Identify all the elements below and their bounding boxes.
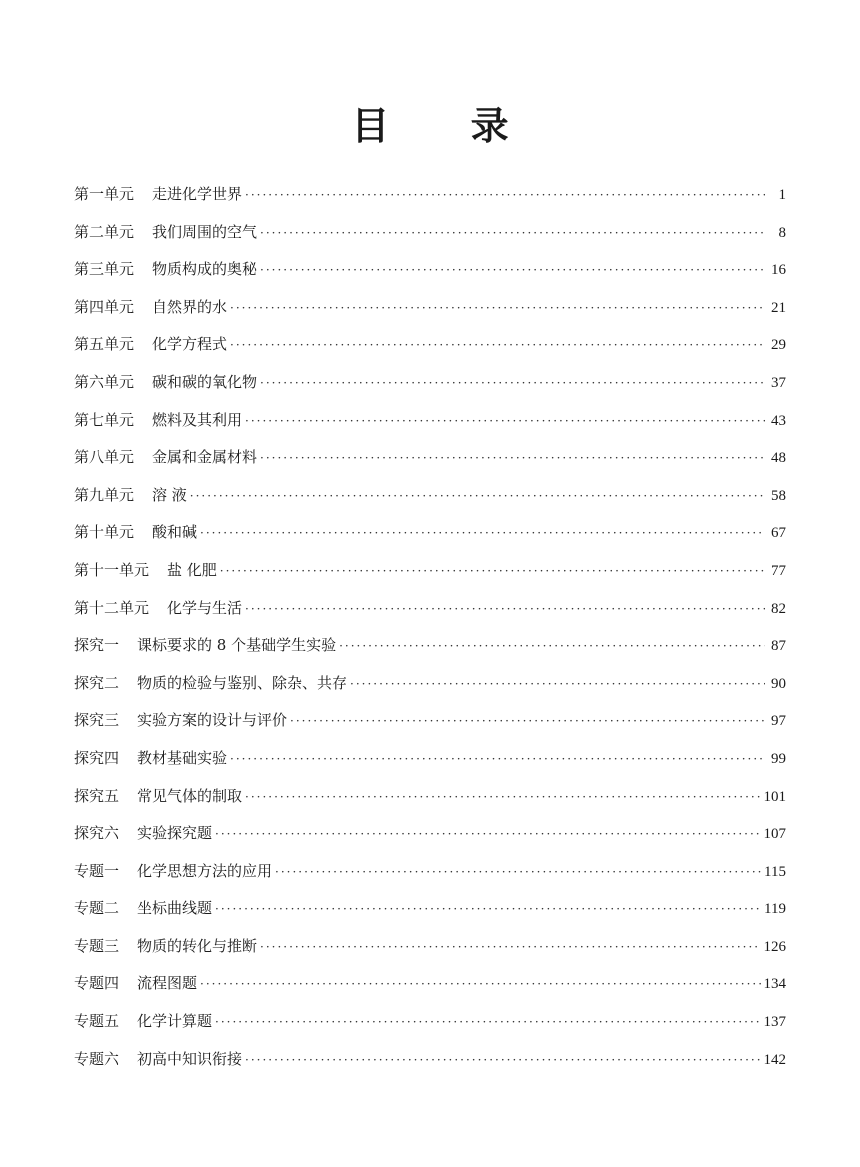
toc-entry[interactable] [74, 326, 786, 364]
toc-page-number: 67 [771, 525, 786, 542]
toc-chapter-label: 探究三 [74, 711, 120, 730]
toc-chapter-label: 第一单元 [74, 185, 135, 203]
toc-entry[interactable] [74, 514, 786, 552]
toc-entry-title: 课标要求的 8 个基础学生实验 [137, 636, 337, 655]
toc-chapter-label: 第十一单元 [74, 560, 150, 579]
toc-dot-leader [260, 215, 765, 253]
toc-entry[interactable] [74, 965, 786, 1003]
toc-page-number: 37 [771, 374, 786, 391]
toc-chapter-label: 第八单元 [74, 448, 135, 467]
toc-entry[interactable] [74, 251, 786, 289]
toc-dot-leader [260, 365, 765, 403]
toc-chapter-label: 专题四 [74, 974, 120, 993]
toc-dot-leader [290, 703, 765, 741]
toc-page-number: 16 [771, 262, 786, 279]
toc-entry-title: 物质的检验与鉴别、除杂、共存 [137, 673, 348, 692]
toc-entry[interactable] [74, 364, 786, 402]
toc-chapter-label: 第七单元 [74, 410, 135, 429]
toc-entry-title: 金属和金属材料 [152, 448, 258, 467]
toc-entry[interactable] [74, 890, 786, 928]
toc-entry-title: 物质构成的奥秘 [152, 260, 258, 279]
toc-page-number: 29 [771, 337, 786, 354]
toc-page-number: 137 [763, 1014, 786, 1031]
toc-page-number: 119 [764, 901, 786, 918]
toc-chapter-label: 专题五 [74, 1012, 120, 1031]
toc-entry-title: 初高中知识衔接 [137, 1049, 243, 1068]
toc-entry[interactable] [74, 665, 786, 703]
toc-dot-leader [230, 290, 765, 328]
toc-dot-leader [230, 327, 765, 365]
toc-entry[interactable] [74, 1041, 786, 1079]
toc-dot-leader [339, 628, 765, 666]
toc-entry-title: 化学思想方法的应用 [137, 861, 273, 880]
toc-chapter-label: 第六单元 [74, 372, 135, 391]
toc-entry-title: 物质的转化与推断 [137, 936, 258, 955]
toc-dot-leader [245, 1042, 760, 1080]
toc-chapter-label: 专题一 [74, 861, 120, 880]
toc-entry-title: 溶 液 [152, 485, 187, 504]
toc-page-number: 43 [771, 412, 786, 429]
toc-dot-leader [260, 252, 765, 290]
toc-page-number: 1 [778, 187, 786, 203]
toc-chapter-label: 第四单元 [74, 297, 135, 316]
toc-chapter-label: 专题三 [74, 936, 120, 955]
toc-page-number: 87 [771, 638, 786, 655]
toc-entry-title: 酸和碱 [152, 523, 198, 542]
toc-dot-leader [245, 591, 765, 629]
toc-entry[interactable] [74, 214, 786, 252]
toc-chapter-label: 探究二 [74, 673, 120, 692]
toc-page-number: 126 [763, 938, 786, 955]
toc-entry[interactable] [74, 702, 786, 740]
toc-dot-leader [230, 741, 765, 779]
toc-entry[interactable] [74, 815, 786, 853]
toc-page-number: 48 [771, 450, 786, 467]
toc-dot-leader [275, 854, 761, 892]
toc-dot-leader [350, 666, 765, 704]
toc-entry[interactable] [74, 627, 786, 665]
toc-page-number: 142 [763, 1051, 786, 1068]
toc-entry-title: 流程图题 [137, 974, 198, 993]
toc-entry-title: 化学与生活 [167, 598, 243, 617]
toc-entry-title: 教材基础实验 [137, 748, 228, 767]
table-of-contents [74, 176, 786, 1078]
toc-page-number: 82 [771, 600, 786, 617]
toc-chapter-label: 第三单元 [74, 260, 135, 279]
toc-dot-leader [220, 553, 765, 591]
toc-entry[interactable] [74, 176, 786, 214]
toc-entry-title: 走进化学世界 [152, 185, 243, 203]
toc-entry-title: 化学方程式 [152, 335, 228, 354]
toc-page-number: 107 [763, 826, 786, 843]
toc-entry-title: 实验方案的设计与评价 [137, 711, 288, 730]
toc-entry[interactable] [74, 590, 786, 628]
toc-entry[interactable] [74, 289, 786, 327]
toc-dot-leader [215, 816, 760, 854]
toc-dot-leader [200, 515, 765, 553]
toc-dot-leader [190, 478, 765, 516]
page-title: 目 录 [351, 103, 543, 148]
toc-chapter-label: 专题六 [74, 1049, 120, 1068]
toc-chapter-label: 探究五 [74, 786, 120, 805]
toc-chapter-label: 第五单元 [74, 335, 135, 354]
toc-entry-title: 实验探究题 [137, 824, 213, 843]
toc-entry-title: 碳和碳的氧化物 [152, 372, 258, 391]
toc-dot-leader [215, 1004, 760, 1042]
toc-chapter-label: 第二单元 [74, 222, 135, 241]
toc-dot-leader [200, 966, 760, 1004]
toc-entry[interactable] [74, 477, 786, 515]
toc-chapter-label: 第十单元 [74, 523, 135, 542]
toc-entry-title: 常见气体的制取 [137, 786, 243, 805]
toc-entry[interactable] [74, 1003, 786, 1041]
toc-entry[interactable] [74, 439, 786, 477]
toc-chapter-label: 探究四 [74, 748, 120, 767]
toc-entry[interactable] [74, 740, 786, 778]
toc-chapter-label: 专题二 [74, 899, 120, 918]
toc-page-number: 115 [764, 863, 786, 880]
toc-page-number: 58 [771, 487, 786, 504]
toc-entry[interactable] [74, 402, 786, 440]
toc-page-number: 77 [771, 562, 786, 579]
toc-entry[interactable] [74, 928, 786, 966]
toc-dot-leader [260, 440, 765, 478]
toc-page-number: 101 [763, 788, 786, 805]
toc-page-number: 8 [778, 224, 786, 241]
toc-entry-title: 燃料及其利用 [152, 410, 243, 429]
toc-entry-title: 坐标曲线题 [137, 899, 213, 918]
toc-dot-leader [215, 891, 761, 929]
toc-page-number: 134 [763, 976, 786, 993]
toc-page-number: 99 [771, 750, 786, 767]
toc-dot-leader [245, 779, 760, 817]
toc-entry[interactable] [74, 853, 786, 891]
toc-chapter-label: 第九单元 [74, 485, 135, 504]
toc-page-number: 90 [771, 675, 786, 692]
toc-page-number: 97 [771, 713, 786, 730]
toc-dot-leader [245, 177, 765, 215]
toc-entry-title: 自然界的水 [152, 297, 228, 316]
toc-page-number: 21 [771, 299, 786, 316]
toc-entry-title: 化学计算题 [137, 1012, 213, 1031]
toc-chapter-label: 探究一 [74, 636, 120, 655]
toc-chapter-label: 第十二单元 [74, 598, 150, 617]
toc-entry[interactable] [74, 778, 786, 816]
toc-entry-title: 盐 化肥 [167, 560, 217, 579]
toc-dot-leader [245, 403, 765, 441]
toc-dot-leader [260, 929, 760, 967]
toc-chapter-label: 探究六 [74, 824, 120, 843]
toc-entry[interactable] [74, 552, 786, 590]
toc-entry-title: 我们周围的空气 [152, 222, 258, 241]
